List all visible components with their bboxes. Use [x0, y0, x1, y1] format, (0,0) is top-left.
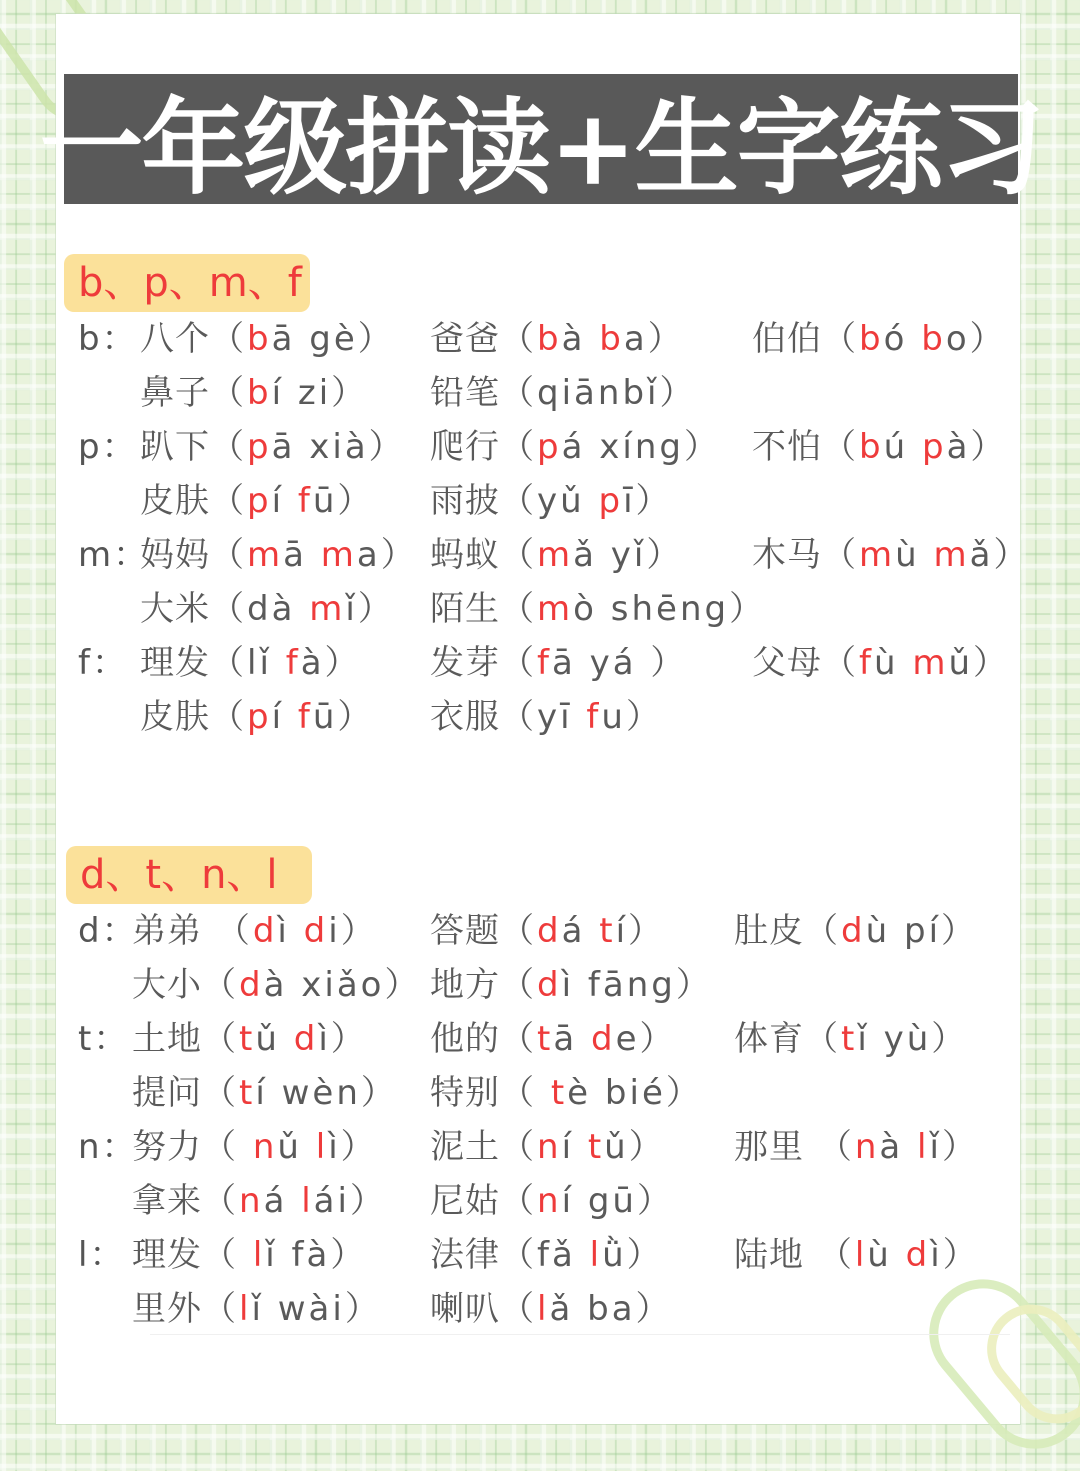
vocab-word: [734, 1120, 979, 1174]
hanzi: 铅笔: [430, 373, 500, 413]
hanzi: 里外: [132, 1289, 202, 1329]
hanzi: 特别: [430, 1073, 500, 1113]
hanzi: 皮肤: [140, 481, 210, 521]
hanzi: 那里: [734, 1127, 804, 1167]
pinyin: （mā ma）: [210, 535, 418, 575]
hanzi: 弟弟: [132, 911, 202, 951]
vocab-word: [140, 690, 374, 744]
pinyin: （dì fāng）: [500, 965, 713, 1005]
pinyin: （bó bo）: [822, 319, 1007, 359]
vocab-word: [430, 1228, 664, 1282]
pinyin: （ní gū）: [500, 1181, 674, 1221]
word-row: [0, 420, 1080, 474]
hanzi: 大小: [132, 965, 202, 1005]
word-row: [0, 904, 1080, 958]
vocab-word: [734, 1012, 968, 1066]
hanzi: 趴下: [140, 427, 210, 467]
word-row: [0, 1012, 1080, 1066]
pinyin: （dá tí）: [500, 911, 666, 951]
word-row: [0, 1282, 1080, 1336]
hanzi: 土地: [132, 1019, 202, 1059]
hanzi: 父母: [752, 643, 822, 683]
word-row: [0, 1066, 1080, 1120]
vocab-word: [132, 1174, 387, 1228]
vocab-word: [132, 1012, 368, 1066]
pinyin: （pí fū）: [210, 481, 375, 521]
hanzi: 爬行: [430, 427, 500, 467]
hanzi: 衣服: [430, 697, 500, 737]
vocab-word: [132, 958, 421, 1012]
pinyin: （bā gè）: [210, 319, 395, 359]
pinyin: （ní tǔ）: [500, 1127, 666, 1167]
hanzi: 雨披: [430, 481, 500, 521]
pinyin: （dà xiǎo）: [202, 965, 422, 1005]
word-row: [0, 366, 1080, 420]
hanzi: 体育: [734, 1019, 804, 1059]
vocab-word: [140, 312, 395, 366]
vocab-word: [132, 1120, 378, 1174]
consonant-label: d：: [78, 911, 138, 951]
hanzi: 八个: [140, 319, 210, 359]
word-row: [0, 1174, 1080, 1228]
hanzi: 地方: [430, 965, 500, 1005]
vocab-word: [430, 1174, 674, 1228]
pinyin: （fǎ lǜ）: [500, 1235, 664, 1275]
vocab-word: [430, 474, 673, 528]
consonant-label: b：: [78, 319, 138, 359]
word-row: [0, 312, 1080, 366]
hanzi: 木马: [752, 535, 822, 575]
word-row: [0, 636, 1080, 690]
pinyin: （dù pí）: [804, 911, 979, 951]
vocab-word: [430, 1120, 666, 1174]
pinyin: （tǐ yù）: [804, 1019, 969, 1059]
word-row: [0, 958, 1080, 1012]
vocab-word: [140, 474, 374, 528]
pinyin: （bí zi）: [210, 373, 369, 413]
vocab-word: [132, 1282, 382, 1336]
consonant-label: t：: [78, 1019, 130, 1059]
title-banner: [39, 74, 1043, 209]
pinyin: （qiānbǐ）: [500, 373, 697, 413]
pinyin: （yī fu）: [500, 697, 663, 737]
consonant-label: n：: [78, 1127, 138, 1167]
vocab-word: [430, 312, 685, 366]
hanzi: 肚皮: [734, 911, 804, 951]
hanzi: 理发: [132, 1235, 202, 1275]
vocab-word: [752, 528, 1030, 582]
pinyin: （mò shēng）: [500, 589, 767, 629]
page-title: 一年级拼读+生字练习: [39, 86, 1043, 209]
word-row: [0, 582, 1080, 636]
hanzi: 皮肤: [140, 697, 210, 737]
word-row: [0, 690, 1080, 744]
hanzi: 大米: [140, 589, 210, 629]
pinyin: （pá xíng）: [500, 427, 721, 467]
word-row: [0, 1120, 1080, 1174]
pinyin: （lù dì）: [817, 1235, 980, 1275]
pinyin: （ná lái）: [202, 1181, 387, 1221]
vocab-word: [132, 1228, 367, 1282]
word-row: [0, 474, 1080, 528]
vocab-word: [140, 528, 418, 582]
vocab-word: [430, 1012, 677, 1066]
vocab-word: [430, 528, 683, 582]
hanzi: 伯伯: [752, 319, 822, 359]
hanzi: 爸爸: [430, 319, 500, 359]
consonant-label: f：: [78, 643, 128, 683]
pinyin: （ lǐ fà）: [202, 1235, 368, 1275]
word-row: [0, 1228, 1080, 1282]
vocab-word: [140, 636, 362, 690]
hanzi: 尼姑: [430, 1181, 500, 1221]
hanzi: 鼻子: [140, 373, 210, 413]
pinyin: （ nǔ lì）: [202, 1127, 378, 1167]
hanzi: 泥土: [430, 1127, 500, 1167]
consonant-label: p：: [78, 427, 138, 467]
hanzi: 理发: [140, 643, 210, 683]
vocab-word: [430, 1282, 673, 1336]
vocab-word: [132, 904, 378, 958]
pinyin: （bú pà）: [822, 427, 1008, 467]
hanzi: 陆地: [734, 1235, 804, 1275]
pinyin: （mù mǎ）: [822, 535, 1031, 575]
vocab-word: [430, 636, 687, 690]
vocab-word: [430, 420, 721, 474]
hanzi: 他的: [430, 1019, 500, 1059]
pinyin: （tā de）: [500, 1019, 677, 1059]
hanzi: 陌生: [430, 589, 500, 629]
pinyin: （tǔ dì）: [202, 1019, 368, 1059]
pinyin: （lǐ fà）: [210, 643, 362, 683]
pinyin: （mǎ yǐ）: [500, 535, 684, 575]
divider: [150, 1334, 1010, 1335]
vocab-word: [430, 366, 697, 420]
vocab-word: [752, 420, 1007, 474]
vocab-word: [734, 1228, 980, 1282]
pinyin: （tí wèn）: [202, 1073, 398, 1113]
pinyin: （pā xià）: [210, 427, 406, 467]
vocab-word: [132, 1066, 398, 1120]
consonant-label: m：: [78, 535, 150, 575]
hanzi: 努力: [132, 1127, 202, 1167]
pinyin: （ tè bié）: [500, 1073, 703, 1113]
vocab-word: [752, 312, 1007, 366]
vocab-word: [752, 636, 1010, 690]
hanzi: 拿来: [132, 1181, 202, 1221]
vocab-word: [430, 582, 766, 636]
consonant-label: l：: [78, 1235, 126, 1275]
pinyin: （lǐ wài）: [202, 1289, 382, 1329]
vocab-word: [140, 366, 368, 420]
vocab-word: [430, 1066, 703, 1120]
section-heading-dtnl: d、t、n、l: [66, 846, 312, 904]
hanzi: 提问: [132, 1073, 202, 1113]
pinyin: （fā yá ）: [500, 643, 688, 683]
vocab-word: [140, 420, 406, 474]
vocab-word: [140, 582, 395, 636]
vocab-word: [430, 904, 665, 958]
hanzi: 发芽: [430, 643, 500, 683]
hanzi: 答题: [430, 911, 500, 951]
vocab-word: [734, 904, 978, 958]
hanzi: 法律: [430, 1235, 500, 1275]
pinyin: （fù mǔ）: [822, 643, 1011, 683]
pinyin: （yǔ pī）: [500, 481, 673, 521]
pinyin: （lǎ ba）: [500, 1289, 673, 1329]
hanzi: 妈妈: [140, 535, 210, 575]
section-heading-bpmf: b、p、m、f: [64, 254, 310, 312]
vocab-word: [430, 958, 713, 1012]
pinyin: （dà mǐ）: [210, 589, 395, 629]
word-row: [0, 528, 1080, 582]
hanzi: 蚂蚁: [430, 535, 500, 575]
pinyin: （dì di）: [215, 911, 378, 951]
pinyin: （pí fū）: [210, 697, 375, 737]
hanzi: 不怕: [752, 427, 822, 467]
pinyin: （bà ba）: [500, 319, 685, 359]
vocab-word: [430, 690, 663, 744]
pinyin: （nà lǐ）: [817, 1127, 979, 1167]
hanzi: 喇叭: [430, 1289, 500, 1329]
